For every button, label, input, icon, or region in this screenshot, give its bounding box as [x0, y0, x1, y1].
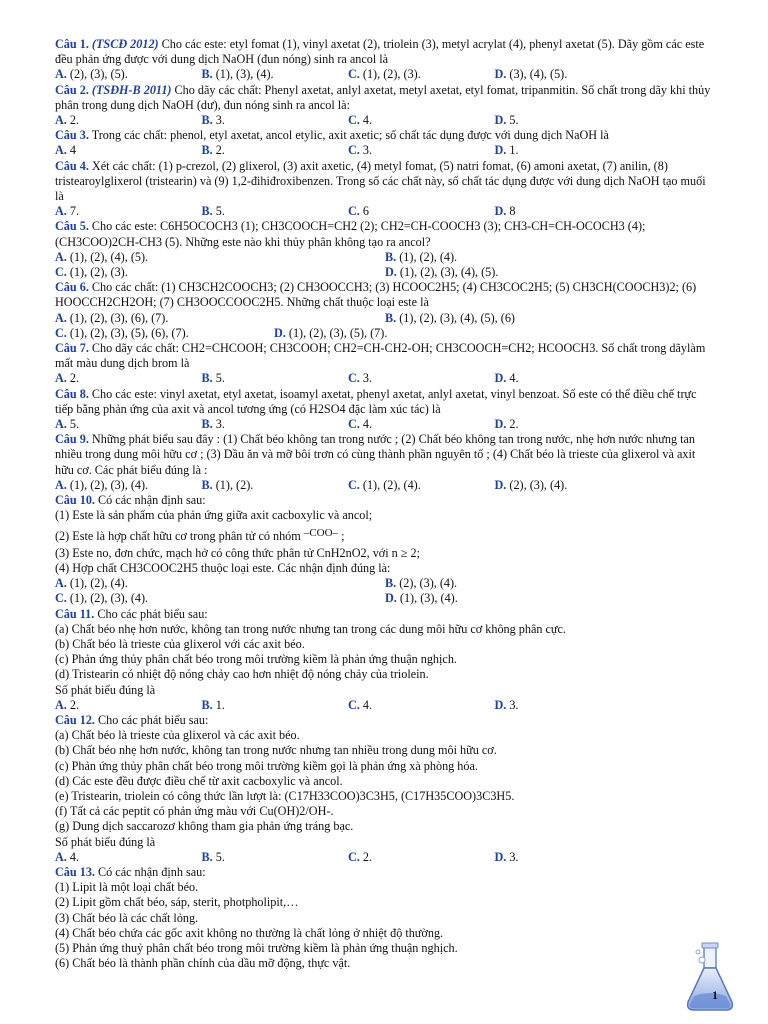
- question-2: Câu 2. (TSĐH-B 2011) Cho dãy các chất: Phenyl axetat, anlyl axetat, metyl axetat, etyl fomat, tripanmitin. Số chất trong dãy khi thủy phân trong dung dịch NaOH (dư), đun nóng sinh ra ancol là:: [55, 82, 711, 112]
- statement: Số phát biểu đúng là: [55, 682, 156, 697]
- options-q11: [55, 698, 715, 713]
- options-q6-row2: [55, 326, 715, 341]
- question-12: Câu 12. Cho các phát biểu sau:: [55, 712, 209, 727]
- options-q7: [55, 371, 715, 386]
- statement: (3) Este no, đơn chức, mạch hở có công thức phân tử CnH2nO2, với n ≥ 2;: [55, 545, 421, 560]
- question-8: Câu 8. Cho các este: vinyl axetat, etyl axetat, isoamyl axetat, phenyl axetat, anlyl axetat, vinyl benzoat. Số este có thể điều chế trực tiếp bằng phản ứng của axit và ancol tương ứng (có H2SO4 đặc làm xúc tác) là: [55, 386, 697, 416]
- options-q6-row1: [55, 311, 715, 326]
- question-7: Câu 7. Cho dãy các chất: CH2=CHCOOH; CH3COOH; CH2=CH-CH2-OH; CH3COOCH=CH2; HCOOCH3. Số chất trong dãylàm mất màu dung dịch brom là: [55, 341, 706, 371]
- question-4: Câu 4. Xét các chất: (1) p-crezol, (2) glixerol, (3) axit axetic, (4) metyl fomat, (5) natri fomat, (6) amoni axetat, (7) anilin, (8) tristearoylglixerol (tristearin) và (9) 1,2-đihiđroxibenzen. Trong số các chất này, số chất tác dụng được với dung dịch NaOH tạo muối là: [55, 158, 706, 204]
- question-9: Câu 9. Những phát biểu sau đây : (1) Chất béo không tan trong nước ; (2) Chất béo không tan trong nước, nhẹ hơn nước nhưng tan nhiều trong dung môi hữu cơ ; (3) Dầu ăn và mỡ bôi trơn có cùng thành phần nguyên tố ; (4) Chất béo là trieste của glixerol và axit hữu cơ. Các phát biểu đúng là :: [55, 432, 696, 477]
- statement: (b) Chất béo là trieste của glixerol với các axit béo.: [55, 636, 305, 651]
- statement: (1) Este là sản phẩm của phản ứng giữa axit cacboxylic và ancol;: [55, 508, 373, 523]
- option-a[interactable]: A. 7.: [55, 204, 80, 219]
- statement: (2) Lipit gồm chất béo, sáp, sterit, photpholipit,…: [55, 895, 299, 910]
- question-10: Câu 10. Có các nhận định sau:: [55, 493, 206, 508]
- option-d[interactable]: D. 3.: [494, 697, 519, 712]
- option-a[interactable]: A. (1), (2), (4), (5).: [55, 249, 149, 264]
- option-b[interactable]: B. 5.: [201, 204, 225, 219]
- option-b[interactable]: B. 1.: [201, 697, 225, 712]
- option-c[interactable]: C. 3.: [348, 143, 373, 158]
- statement: (6) Chất béo là thành phần chính của dầu mỡ động, thực vật.: [55, 956, 351, 971]
- options-q9: [55, 478, 715, 493]
- option-c[interactable]: C. 4.: [348, 697, 373, 712]
- statement: Số phát biểu đúng là: [55, 834, 156, 849]
- option-d[interactable]: D. (1), (3), (4).: [385, 591, 458, 606]
- option-b[interactable]: B. 3.: [201, 417, 225, 432]
- statement: (f) Tất cả các peptit có phản ứng màu với Cu(OH)2/OH-.: [55, 804, 334, 819]
- options-q2: [55, 113, 715, 128]
- option-c[interactable]: C. (1), (2), (4).: [348, 477, 421, 492]
- options-q8: [55, 417, 715, 432]
- options-q12: [55, 850, 715, 865]
- option-d[interactable]: D. 4.: [494, 371, 519, 386]
- statement: (d) Các este đều được điều chế từ axit cacboxylic và ancol.: [55, 773, 343, 788]
- option-b[interactable]: B. (2), (3), (4).: [385, 576, 458, 591]
- option-d[interactable]: D. 1.: [494, 143, 519, 158]
- question-6: Câu 6. Cho các chất: (1) CH3CH2COOCH3; (2) CH3OOCCH3; (3) HCOOC2H5; (4) CH3COC2H5; (5) CH3CH(COOCH3)2; (6) HOOCCH2CH2OH; (7) CH3OOCCOOC2H5. Những chất thuộc loại este là: [55, 280, 697, 310]
- statement: (2) Este là hợp chất hữu cơ trong phân tử có nhóm –COO– ;: [55, 526, 345, 543]
- page-number: 1: [712, 988, 718, 1002]
- option-c[interactable]: C. 4.: [348, 417, 373, 432]
- statement: (e) Tristearin, triolein có công thức lần lượt là: (C17H33COO)3C3H5, (C17H35COO)3C3H5.: [55, 788, 515, 803]
- question-5: Câu 5. Cho các este: C6H5OCOCH3 (1); CH3COOCH=CH2 (2); CH2=CH-COOCH3 (3); CH3-CH=CH-OCOCH3 (4); (CH3COO)2CH-CH3 (5). Những este nào khi thủy phân không tạo ra ancol?: [55, 219, 646, 249]
- option-c[interactable]: C. (1), (2), (3).: [55, 265, 128, 280]
- option-c[interactable]: C. (1), (2), (3), (4).: [55, 591, 149, 606]
- question-3: Câu 3. Trong các chất: phenol, etyl axetat, ancol etylic, axit axetic; số chất tác dụng được với dung dịch NaOH là: [55, 128, 609, 143]
- option-b[interactable]: B. 3.: [201, 113, 225, 128]
- option-d[interactable]: D. (1), (2), (3), (4), (5).: [385, 265, 499, 280]
- statement: (c) Phản ứng thủy phân chất béo trong môi trường kiềm gọi là phản ứng xà phòng hóa.: [55, 758, 478, 773]
- statement: (a) Chất béo nhẹ hơn nước, không tan trong nước nhưng tan trong các dung môi hữu cơ không phân cực.: [55, 621, 566, 636]
- statement: (3) Chất béo là các chất lỏng.: [55, 910, 199, 925]
- question-11: Câu 11. Cho các phát biểu sau:: [55, 606, 208, 621]
- option-c[interactable]: C. 6: [348, 204, 369, 219]
- option-c[interactable]: C. (1), (2), (3), (5), (6), (7).: [55, 325, 189, 340]
- option-b[interactable]: B. (1), (2), (3), (4), (5), (6): [385, 310, 515, 325]
- option-a[interactable]: A. 2.: [55, 113, 80, 128]
- option-b[interactable]: B. 5.: [201, 371, 225, 386]
- statement: (b) Chất béo nhẹ hơn nước, không tan trong nước nhưng tan nhiều trong dung môi hữu cơ.: [55, 743, 497, 758]
- option-b[interactable]: B. (1), (2).: [201, 477, 254, 492]
- options-q3: [55, 143, 715, 158]
- statement: (g) Dung dịch saccarozơ không tham gia phản ứng tráng bạc.: [55, 819, 354, 834]
- option-a[interactable]: A. (1), (2), (3), (6), (7).: [55, 310, 169, 325]
- option-c[interactable]: C. 2.: [348, 849, 373, 864]
- question-1: Câu 1. (TSCĐ 2012) Cho các este: etyl fomat (1), vinyl axetat (2), triolein (3), metyl acrylat (4), phenyl axetat (5). Dãy gồm các este đều phản ứng được với dung dịch NaOH (đun nóng) sinh ra ancol là: [55, 37, 705, 67]
- options-q1: [55, 67, 715, 82]
- options-q4: [55, 204, 715, 219]
- option-d[interactable]: D. (3), (4), (5).: [494, 67, 568, 82]
- statement: (4) Hợp chất CH3COOC2H5 thuộc loại este. Các nhận định đúng là:: [55, 560, 391, 575]
- option-c[interactable]: C. 3.: [348, 371, 373, 386]
- option-a[interactable]: A. 5.: [55, 417, 80, 432]
- option-c[interactable]: C. (1), (2), (3).: [348, 67, 421, 82]
- option-a[interactable]: A. 4.: [55, 849, 80, 864]
- option-a[interactable]: A. 2.: [55, 697, 80, 712]
- option-d[interactable]: D. 2.: [494, 417, 519, 432]
- option-b[interactable]: B. (1), (2), (4).: [385, 249, 458, 264]
- option-d[interactable]: D. 8: [494, 204, 516, 219]
- statement: (c) Phản ứng thủy phân chất béo trong môi trường kiềm là phản ứng thuận nghịch.: [55, 652, 457, 667]
- question-13: Câu 13. Có các nhận định sau:: [55, 864, 206, 879]
- statement: (a) Chất béo là trieste của glixerol và các axit béo.: [55, 728, 300, 743]
- options-q5-row1: [55, 250, 715, 265]
- option-c[interactable]: C. 4.: [348, 113, 373, 128]
- document-body: [55, 37, 715, 971]
- options-q10-row1: [55, 576, 715, 591]
- option-a[interactable]: A. 2.: [55, 371, 80, 386]
- options-q10-row2: [55, 591, 715, 606]
- option-d[interactable]: D. 3.: [494, 849, 519, 864]
- option-a[interactable]: A. (1), (2), (4).: [55, 576, 128, 591]
- option-b[interactable]: B. 2.: [201, 143, 225, 158]
- option-b[interactable]: B. 5.: [201, 849, 225, 864]
- options-q5-row2: [55, 265, 715, 280]
- option-a[interactable]: A. (1), (2), (3), (4).: [55, 477, 149, 492]
- statement: (5) Phản ứng thuỷ phân chất béo trong môi trường kiềm là phản ứng thuận nghịch.: [55, 940, 458, 955]
- statement: (4) Chất béo chứa các gốc axit không no thường là chất lỏng ở nhiệt độ thường.: [55, 925, 444, 940]
- option-a[interactable]: A. 4: [55, 143, 76, 158]
- statement: (1) Lipit là một loại chất béo.: [55, 880, 199, 895]
- option-d[interactable]: D. 5.: [494, 113, 519, 128]
- statement: (d) Tristearin có nhiệt độ nóng chảy cao hơn nhiệt độ nóng chảy của triolein.: [55, 667, 429, 682]
- option-d[interactable]: D. (1), (2), (3), (5), (7).: [274, 325, 388, 340]
- option-a[interactable]: A. (2), (3), (5).: [55, 67, 128, 82]
- flask-logo-icon: [684, 940, 736, 1014]
- option-b[interactable]: B. (1), (3), (4).: [201, 67, 274, 82]
- option-d[interactable]: D. (2), (3), (4).: [494, 477, 568, 492]
